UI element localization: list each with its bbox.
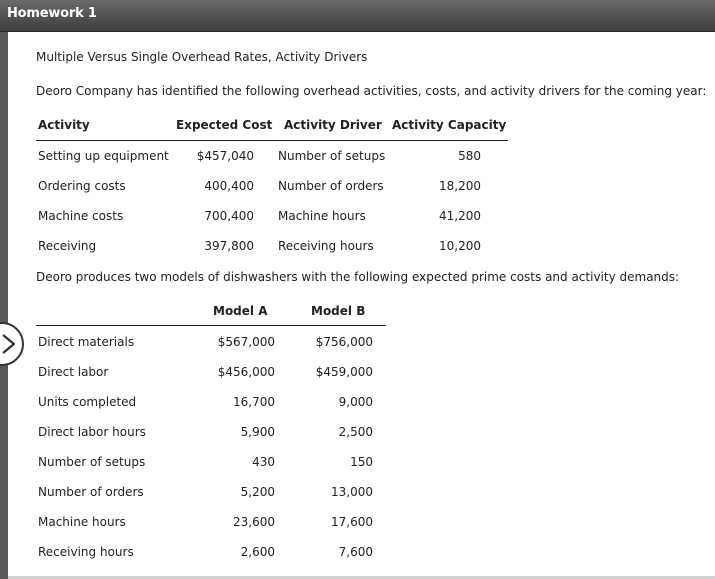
header-expected-cost: Expected Cost xyxy=(176,118,273,132)
table-row-label: Direct materials xyxy=(38,335,135,349)
table-cell-model-b: 7,600 xyxy=(338,545,373,559)
table-cell-cost: 700,400 xyxy=(204,209,254,223)
table-cell-model-b: $756,000 xyxy=(315,335,373,349)
problem-heading: Multiple Versus Single Overhead Rates, Activity Drivers xyxy=(36,50,368,64)
table-cell-capacity: 18,200 xyxy=(439,179,481,193)
table-cell-cost: 400,400 xyxy=(204,179,254,193)
table-cell-model-a: $567,000 xyxy=(217,335,275,349)
table-row-label: Machine hours xyxy=(38,515,126,529)
header-model-b: Model B xyxy=(311,304,366,318)
table-cell-model-a: 16,700 xyxy=(233,395,275,409)
title-bar xyxy=(0,0,715,32)
header-model-a: Model A xyxy=(213,304,268,318)
problem-content xyxy=(8,32,715,579)
table-cell-cost: 397,800 xyxy=(204,239,254,253)
table-row-label: Number of setups xyxy=(38,455,146,469)
table-row-label: Ordering costs xyxy=(38,179,126,193)
table-cell-model-a: 430 xyxy=(252,455,275,469)
window-title: Homework 1 xyxy=(7,6,97,21)
activity-header-rule xyxy=(36,140,508,141)
table-cell-model-a: 2,600 xyxy=(240,545,275,559)
models-intro: Deoro produces two models of dishwashers with the following expected prime costs and activity demands: xyxy=(36,270,680,284)
table-row-label: Machine costs xyxy=(38,209,124,223)
table-cell-capacity: 41,200 xyxy=(439,209,481,223)
table-cell-model-a: $456,000 xyxy=(217,365,275,379)
header-activity-driver: Activity Driver xyxy=(284,118,382,132)
table-row-label: Direct labor hours xyxy=(38,425,146,439)
model-header-rule xyxy=(36,325,386,326)
table-row-label: Units completed xyxy=(38,395,137,409)
table-row-label: Receiving xyxy=(38,239,97,253)
table-cell-model-a: 5,900 xyxy=(240,425,275,439)
table-cell-capacity: 10,200 xyxy=(439,239,481,253)
table-cell-cost: $457,040 xyxy=(196,149,254,163)
table-row-label: Number of orders xyxy=(38,485,144,499)
table-row-label: Receiving hours xyxy=(38,545,134,559)
table-cell-driver: Machine hours xyxy=(278,209,366,223)
header-activity: Activity xyxy=(38,118,90,132)
table-cell-model-b: 17,600 xyxy=(331,515,373,529)
table-cell-driver: Number of orders xyxy=(278,179,384,193)
table-cell-model-a: 5,200 xyxy=(240,485,275,499)
table-cell-model-b: $459,000 xyxy=(315,365,373,379)
left-border xyxy=(0,32,8,579)
table-cell-model-b: 2,500 xyxy=(338,425,373,439)
header-activity-capacity: Activity Capacity xyxy=(392,118,507,132)
table-cell-model-b: 13,000 xyxy=(331,485,373,499)
table-cell-driver: Receiving hours xyxy=(278,239,374,253)
table-cell-model-a: 23,600 xyxy=(233,515,275,529)
chevron-right-icon xyxy=(1,333,17,355)
table-row-label: Setting up equipment xyxy=(38,149,169,163)
table-row-label: Direct labor xyxy=(38,365,109,379)
table-cell-model-b: 150 xyxy=(350,455,373,469)
problem-intro: Deoro Company has identified the following overhead activities, costs, and activity drivers for the coming year: xyxy=(36,84,707,98)
table-cell-driver: Number of setups xyxy=(278,149,386,163)
table-cell-model-b: 9,000 xyxy=(338,395,373,409)
table-cell-capacity: 580 xyxy=(458,149,481,163)
